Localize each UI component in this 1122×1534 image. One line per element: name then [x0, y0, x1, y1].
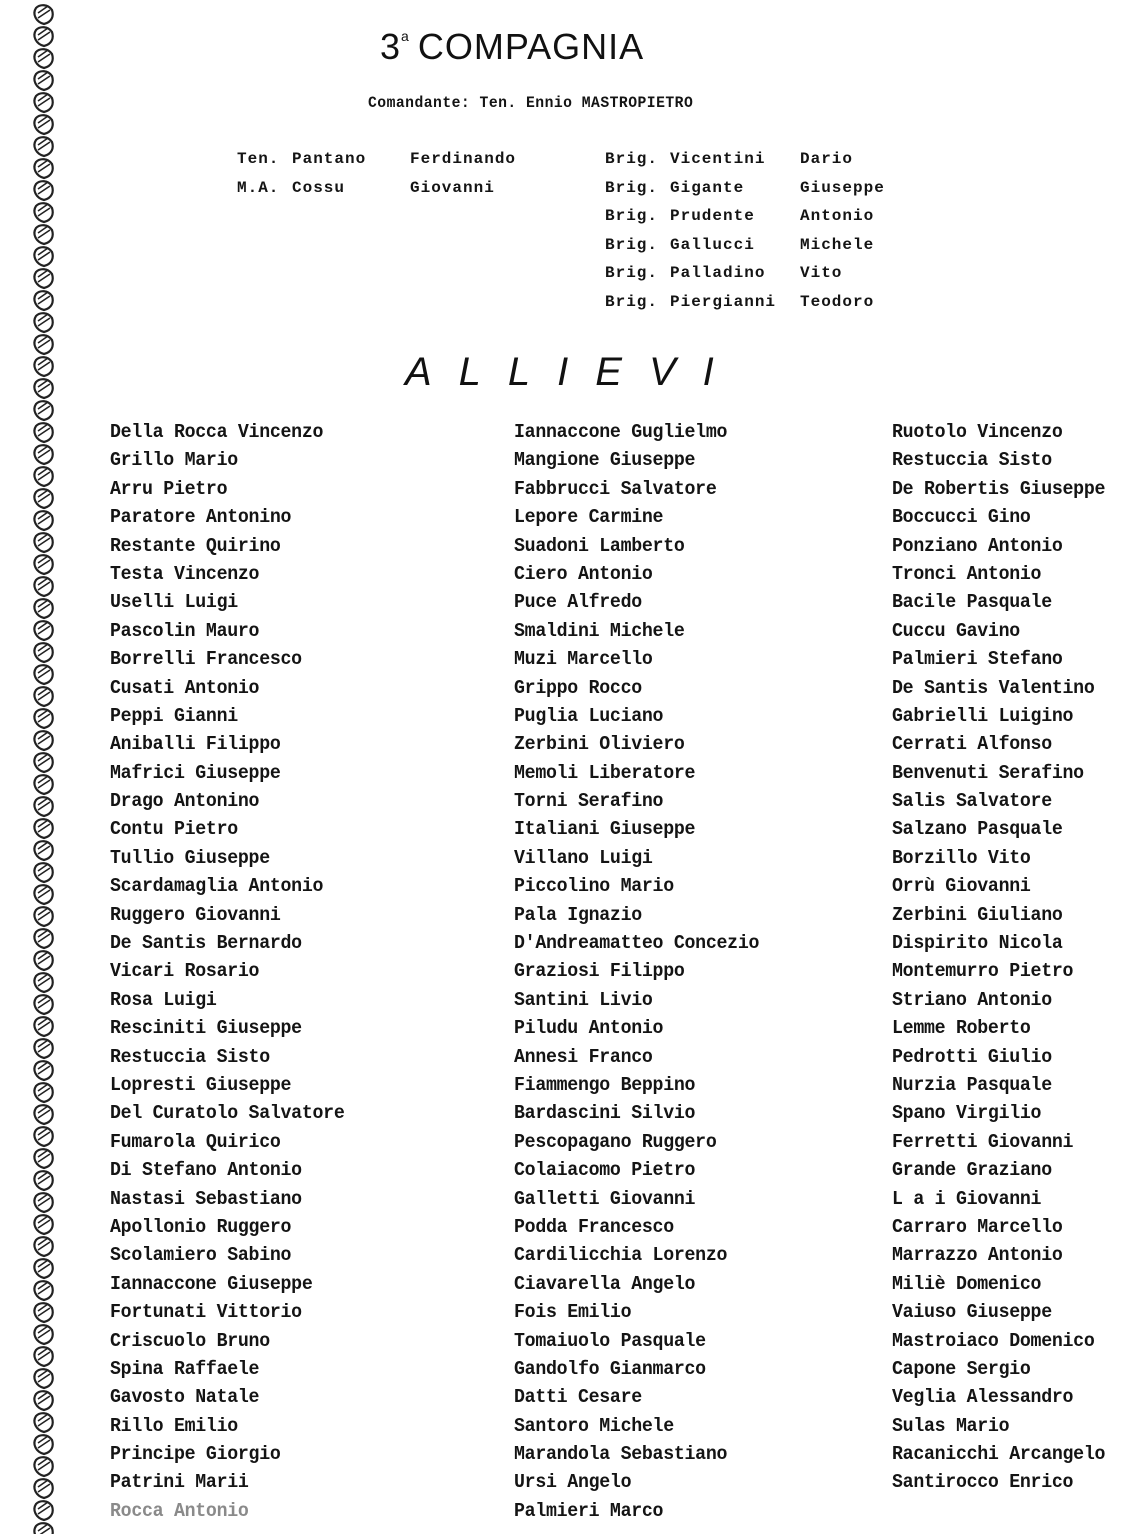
officer-rank: Brig. — [605, 235, 659, 254]
student-name: Tomaiuolo Pasquale — [514, 1329, 706, 1352]
student-name: Drago Antonino — [110, 790, 260, 813]
student-name: Capone Sergio — [892, 1357, 1031, 1380]
company-label: COMPAGNIA — [417, 26, 645, 67]
student-name: Ciavarella Angelo — [514, 1272, 696, 1295]
officer-rank: Brig. — [605, 150, 659, 168]
student-name: Puce Alfredo — [514, 591, 642, 614]
student-name: Galletti Giovanni — [514, 1187, 696, 1210]
student-name: Fiammengo Beppino — [514, 1073, 696, 1096]
student-name: Sulas Mario — [892, 1414, 1010, 1437]
company-number: 3 — [380, 26, 402, 67]
student-name: Marrazzo Antonio — [892, 1244, 1063, 1267]
student-name: Palmieri Marco — [514, 1499, 664, 1522]
officer-rank: Brig. — [605, 292, 659, 311]
officer-name: Antonio — [800, 207, 875, 225]
student-name: Vicari Rosario — [110, 960, 260, 983]
student-name: Restuccia Sisto — [110, 1045, 270, 1068]
student-name: Colaiacomo Pietro — [514, 1159, 696, 1182]
officer-surname: Gallucci — [670, 235, 755, 254]
student-name: De Santis Bernardo — [110, 932, 302, 955]
student-name: Villano Luigi — [514, 846, 653, 869]
officer-name: Vito — [800, 264, 843, 282]
student-name: Salzano Pasquale — [892, 818, 1063, 841]
student-name: Borrelli Francesco — [110, 648, 302, 671]
student-name: Iannaccone Guglielmo — [514, 421, 728, 443]
student-name: Aniballi Filippo — [110, 733, 281, 756]
student-name: Ruggero Giovanni — [110, 903, 281, 926]
student-name: Santoro Michele — [514, 1414, 674, 1437]
student-name: Muzi Marcello — [514, 648, 653, 671]
student-name: Peppi Gianni — [110, 704, 238, 727]
student-name: Tullio Giuseppe — [110, 846, 270, 869]
student-name: Scardamaglia Antonio — [110, 875, 324, 898]
student-name: Spano Virgilio — [892, 1102, 1042, 1125]
student-name: Gavosto Natale — [110, 1386, 260, 1409]
officer-name: Teodoro — [800, 292, 875, 311]
student-name: Santirocco Enrico — [892, 1471, 1074, 1494]
officer-rank: Brig. — [605, 264, 659, 282]
student-name: Iannaccone Giuseppe — [110, 1272, 313, 1295]
officer-name: Ferdinando — [410, 150, 517, 168]
student-name: Della Rocca Vincenzo — [110, 421, 324, 443]
student-name: Gandolfo Gianmarco — [514, 1357, 706, 1380]
student-name: Tronci Antonio — [892, 562, 1042, 585]
student-name: Restuccia Sisto — [892, 449, 1052, 472]
student-name: Bacile Pasquale — [892, 591, 1052, 614]
student-name: Arru Pietro — [110, 477, 228, 500]
student-name: Pescopagano Ruggero — [514, 1130, 717, 1153]
student-name: Annesi Franco — [514, 1045, 653, 1068]
student-name: Italiani Giuseppe — [514, 818, 696, 841]
student-name: Montemurro Pietro — [892, 960, 1074, 983]
student-name: Cuccu Gavino — [892, 619, 1020, 642]
student-name: De Robertis Giuseppe — [892, 477, 1106, 500]
student-name: Di Stefano Antonio — [110, 1159, 302, 1182]
student-name: Criscuolo Bruno — [110, 1329, 270, 1352]
student-name: Borzillo Vito — [892, 846, 1031, 869]
student-name: L a i Giovanni — [892, 1187, 1042, 1210]
student-name: Fumarola Quirico — [110, 1130, 281, 1153]
student-name: Zerbini Giuliano — [892, 903, 1063, 926]
student-name: Salis Salvatore — [892, 790, 1052, 813]
student-name: Lemme Roberto — [892, 1017, 1031, 1040]
student-name: Striano Antonio — [892, 988, 1052, 1011]
student-name: Dispirito Nicola — [892, 932, 1063, 955]
student-name: Marandola Sebastiano — [514, 1443, 728, 1466]
student-name: Patrini Marii — [110, 1471, 249, 1494]
student-name: Ponziano Antonio — [892, 534, 1063, 557]
student-name: Gabrielli Luigino — [892, 704, 1074, 727]
students-column-2 — [514, 418, 769, 1525]
student-name: Rillo Emilio — [110, 1414, 238, 1437]
student-name: Mastroiaco Domenico — [892, 1329, 1095, 1352]
officer-rank: Brig. — [605, 178, 659, 197]
student-name: Piludu Antonio — [514, 1017, 664, 1040]
officer-surname: Piergianni — [670, 292, 777, 311]
student-name: Ferretti Giovanni — [892, 1130, 1074, 1153]
students-column-1 — [110, 418, 354, 1525]
student-name: Orrù Giovanni — [892, 875, 1031, 898]
student-name: Racanicchi Arcangelo — [892, 1443, 1106, 1466]
student-name: Suadoni Lamberto — [514, 534, 685, 557]
student-name: Smaldini Michele — [514, 619, 685, 642]
student-name: Contu Pietro — [110, 818, 238, 841]
student-name: Fabbrucci Salvatore — [514, 477, 717, 500]
student-name: Fois Emilio — [514, 1301, 632, 1324]
student-name: Grippo Rocco — [514, 676, 642, 699]
student-name: Principe Giorgio — [110, 1443, 281, 1466]
student-name: Ruotolo Vincenzo — [892, 421, 1063, 443]
student-name: Datti Cesare — [514, 1386, 642, 1409]
student-name: Apollonio Ruggero — [110, 1215, 292, 1238]
student-name: Piccolino Mario — [514, 875, 674, 898]
student-name: Cardilicchia Lorenzo — [514, 1244, 728, 1267]
student-name: Resciniti Giuseppe — [110, 1017, 302, 1040]
student-name: Palmieri Stefano — [892, 648, 1063, 671]
student-name: Mafrici Giuseppe — [110, 761, 281, 784]
student-name: Boccucci Gino — [892, 506, 1031, 529]
student-name: Restante Quirino — [110, 534, 281, 557]
student-name: De Santis Valentino — [892, 676, 1095, 699]
officer-surname: Vicentini — [670, 150, 766, 168]
officer-name: Michele — [800, 235, 875, 254]
student-name: Carraro Marcello — [892, 1215, 1063, 1238]
student-name: Zerbini Oliviero — [514, 733, 685, 756]
student-name: Podda Francesco — [514, 1215, 674, 1238]
student-name: Santini Livio — [514, 988, 653, 1011]
section-title: ALLIEVI — [405, 350, 741, 394]
student-name: Spina Raffaele — [110, 1357, 260, 1380]
student-name: Veglia Alessandro — [892, 1386, 1074, 1409]
officer-rank: M.A. — [237, 178, 280, 197]
officer-surname: Prudente — [670, 207, 755, 225]
student-name: Bardascini Silvio — [514, 1102, 696, 1125]
student-name: D'Andreamatteo Concezio — [514, 932, 760, 955]
student-name: Pascolin Mauro — [110, 619, 260, 642]
student-name: Rosa Luigi — [110, 988, 217, 1011]
student-name: Mangione Giuseppe — [514, 449, 696, 472]
officer-name: Dario — [800, 150, 854, 168]
student-name: Testa Vincenzo — [110, 562, 260, 585]
student-name: Nurzia Pasquale — [892, 1073, 1052, 1096]
student-name: Fortunati Vittorio — [110, 1301, 302, 1324]
student-name: Puglia Luciano — [514, 704, 664, 727]
student-name: Paratore Antonino — [110, 506, 292, 529]
officer-surname: Palladino — [670, 264, 766, 282]
decorative-border — [0, 0, 66, 1534]
students-column-3 — [892, 418, 1114, 1497]
student-name: Nastasi Sebastiano — [110, 1187, 302, 1210]
student-name: Uselli Luigi — [110, 591, 238, 614]
student-name: Rocca Antonio — [110, 1499, 249, 1522]
student-name: Memoli Liberatore — [514, 761, 696, 784]
student-name: Graziosi Filippo — [514, 960, 685, 983]
officer-name: Giuseppe — [800, 178, 885, 197]
student-name: Benvenuti Serafino — [892, 761, 1084, 784]
student-name: Grillo Mario — [110, 449, 238, 472]
student-name: Torni Serafino — [514, 790, 664, 813]
student-name: Cerrati Alfonso — [892, 733, 1052, 756]
student-name: Pala Ignazio — [514, 903, 642, 926]
student-name: Ciero Antonio — [514, 562, 653, 585]
student-name: Miliè Domenico — [892, 1272, 1042, 1295]
commander-line: Comandante: Ten. Ennio MASTROPIETRO — [368, 94, 694, 112]
student-name: Cusati Antonio — [110, 676, 260, 699]
officer-surname: Gigante — [670, 178, 745, 197]
student-name: Grande Graziano — [892, 1159, 1052, 1182]
company-number-superscript: a — [401, 28, 410, 44]
student-name: Pedrotti Giulio — [892, 1045, 1052, 1068]
student-name: Lopresti Giuseppe — [110, 1073, 292, 1096]
officer-surname: Pantano — [292, 150, 367, 168]
officer-rank: Ten. — [237, 150, 280, 168]
officer-name: Giovanni — [410, 178, 495, 197]
student-name: Scolamiero Sabino — [110, 1244, 292, 1267]
officer-rank: Brig. — [605, 207, 659, 225]
student-name: Ursi Angelo — [514, 1471, 632, 1494]
student-name: Del Curatolo Salvatore — [110, 1102, 345, 1125]
student-name: Lepore Carmine — [514, 506, 664, 529]
student-name: Vaiuso Giuseppe — [892, 1301, 1052, 1324]
page-title — [380, 26, 720, 68]
officer-surname: Cossu — [292, 178, 346, 197]
